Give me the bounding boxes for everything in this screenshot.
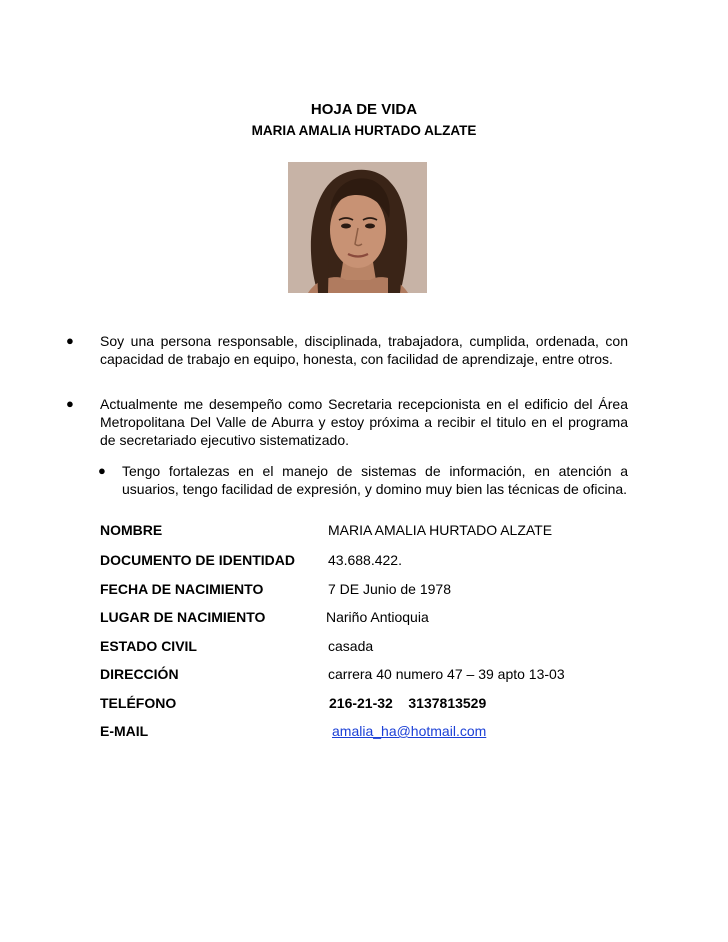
email-link[interactable]: amalia_ha@hotmail.com [332,723,487,739]
info-row-documento [100,552,660,570]
page-title: HOJA DE VIDA [310,101,418,118]
info-row-telefono [100,695,660,713]
bullet-text: Soy una persona responsable, disciplinada, trabajadora, cumplida, ordenada, con capacidad de trabajo en equipo, honesta, con facilidad de aprendizaje, entre otros. [100,333,628,367]
info-value: 216-21-32 3137813529 [329,695,487,711]
bullet-item [66,332,628,368]
bullet-item [66,395,628,449]
info-value: casada [328,638,374,654]
info-value: carrera 40 numero 47 – 39 apto 13-03 [328,666,565,682]
info-label: E-MAIL [100,723,149,739]
info-label: DIRECCIÓN [100,666,179,682]
bullet-icon: ● [66,333,74,348]
info-row-nombre [100,522,660,540]
info-value: 43.688.422. [328,552,402,568]
info-row-email [100,723,660,741]
info-label: ESTADO CIVIL [100,638,197,654]
info-row-direccion [100,666,660,684]
bullet-text: Actualmente me desempeño como Secretaria recepcionista en el edificio del Área Metropolitana Del Valle de Aburra y estoy próxima a recibir el titulo en el programa de secretariado ejecutivo sistematizado. [100,396,628,448]
info-row-estado [100,638,660,656]
info-value: MARIA AMALIA HURTADO ALZATE [328,522,553,538]
info-label: NOMBRE [100,522,163,538]
bullet-icon: ● [98,463,106,478]
info-value: 7 DE Junio de 1978 [328,581,451,597]
person-name-heading: MARIA AMALIA HURTADO ALZATE [251,123,477,138]
info-label: FECHA DE NACIMIENTO [100,581,264,597]
portrait-photo [288,162,427,293]
sub-bullet-item [98,462,628,498]
info-row-lugar [100,609,660,627]
bullet-icon: ● [66,396,74,411]
info-value: Nariño Antioquia [326,609,429,625]
portrait-illustration [288,162,427,293]
info-label: TELÉFONO [100,695,177,711]
bullet-text: Tengo fortalezas en el manejo de sistemas de información, en atención a usuarios, tengo facilidad de expresión, y domino muy bien las técnicas de oficina. [122,463,628,497]
info-label: DOCUMENTO DE IDENTIDAD [100,552,295,568]
info-row-fecha [100,581,660,599]
info-label: LUGAR DE NACIMIENTO [100,609,266,625]
email-value-wrapper [332,723,486,739]
